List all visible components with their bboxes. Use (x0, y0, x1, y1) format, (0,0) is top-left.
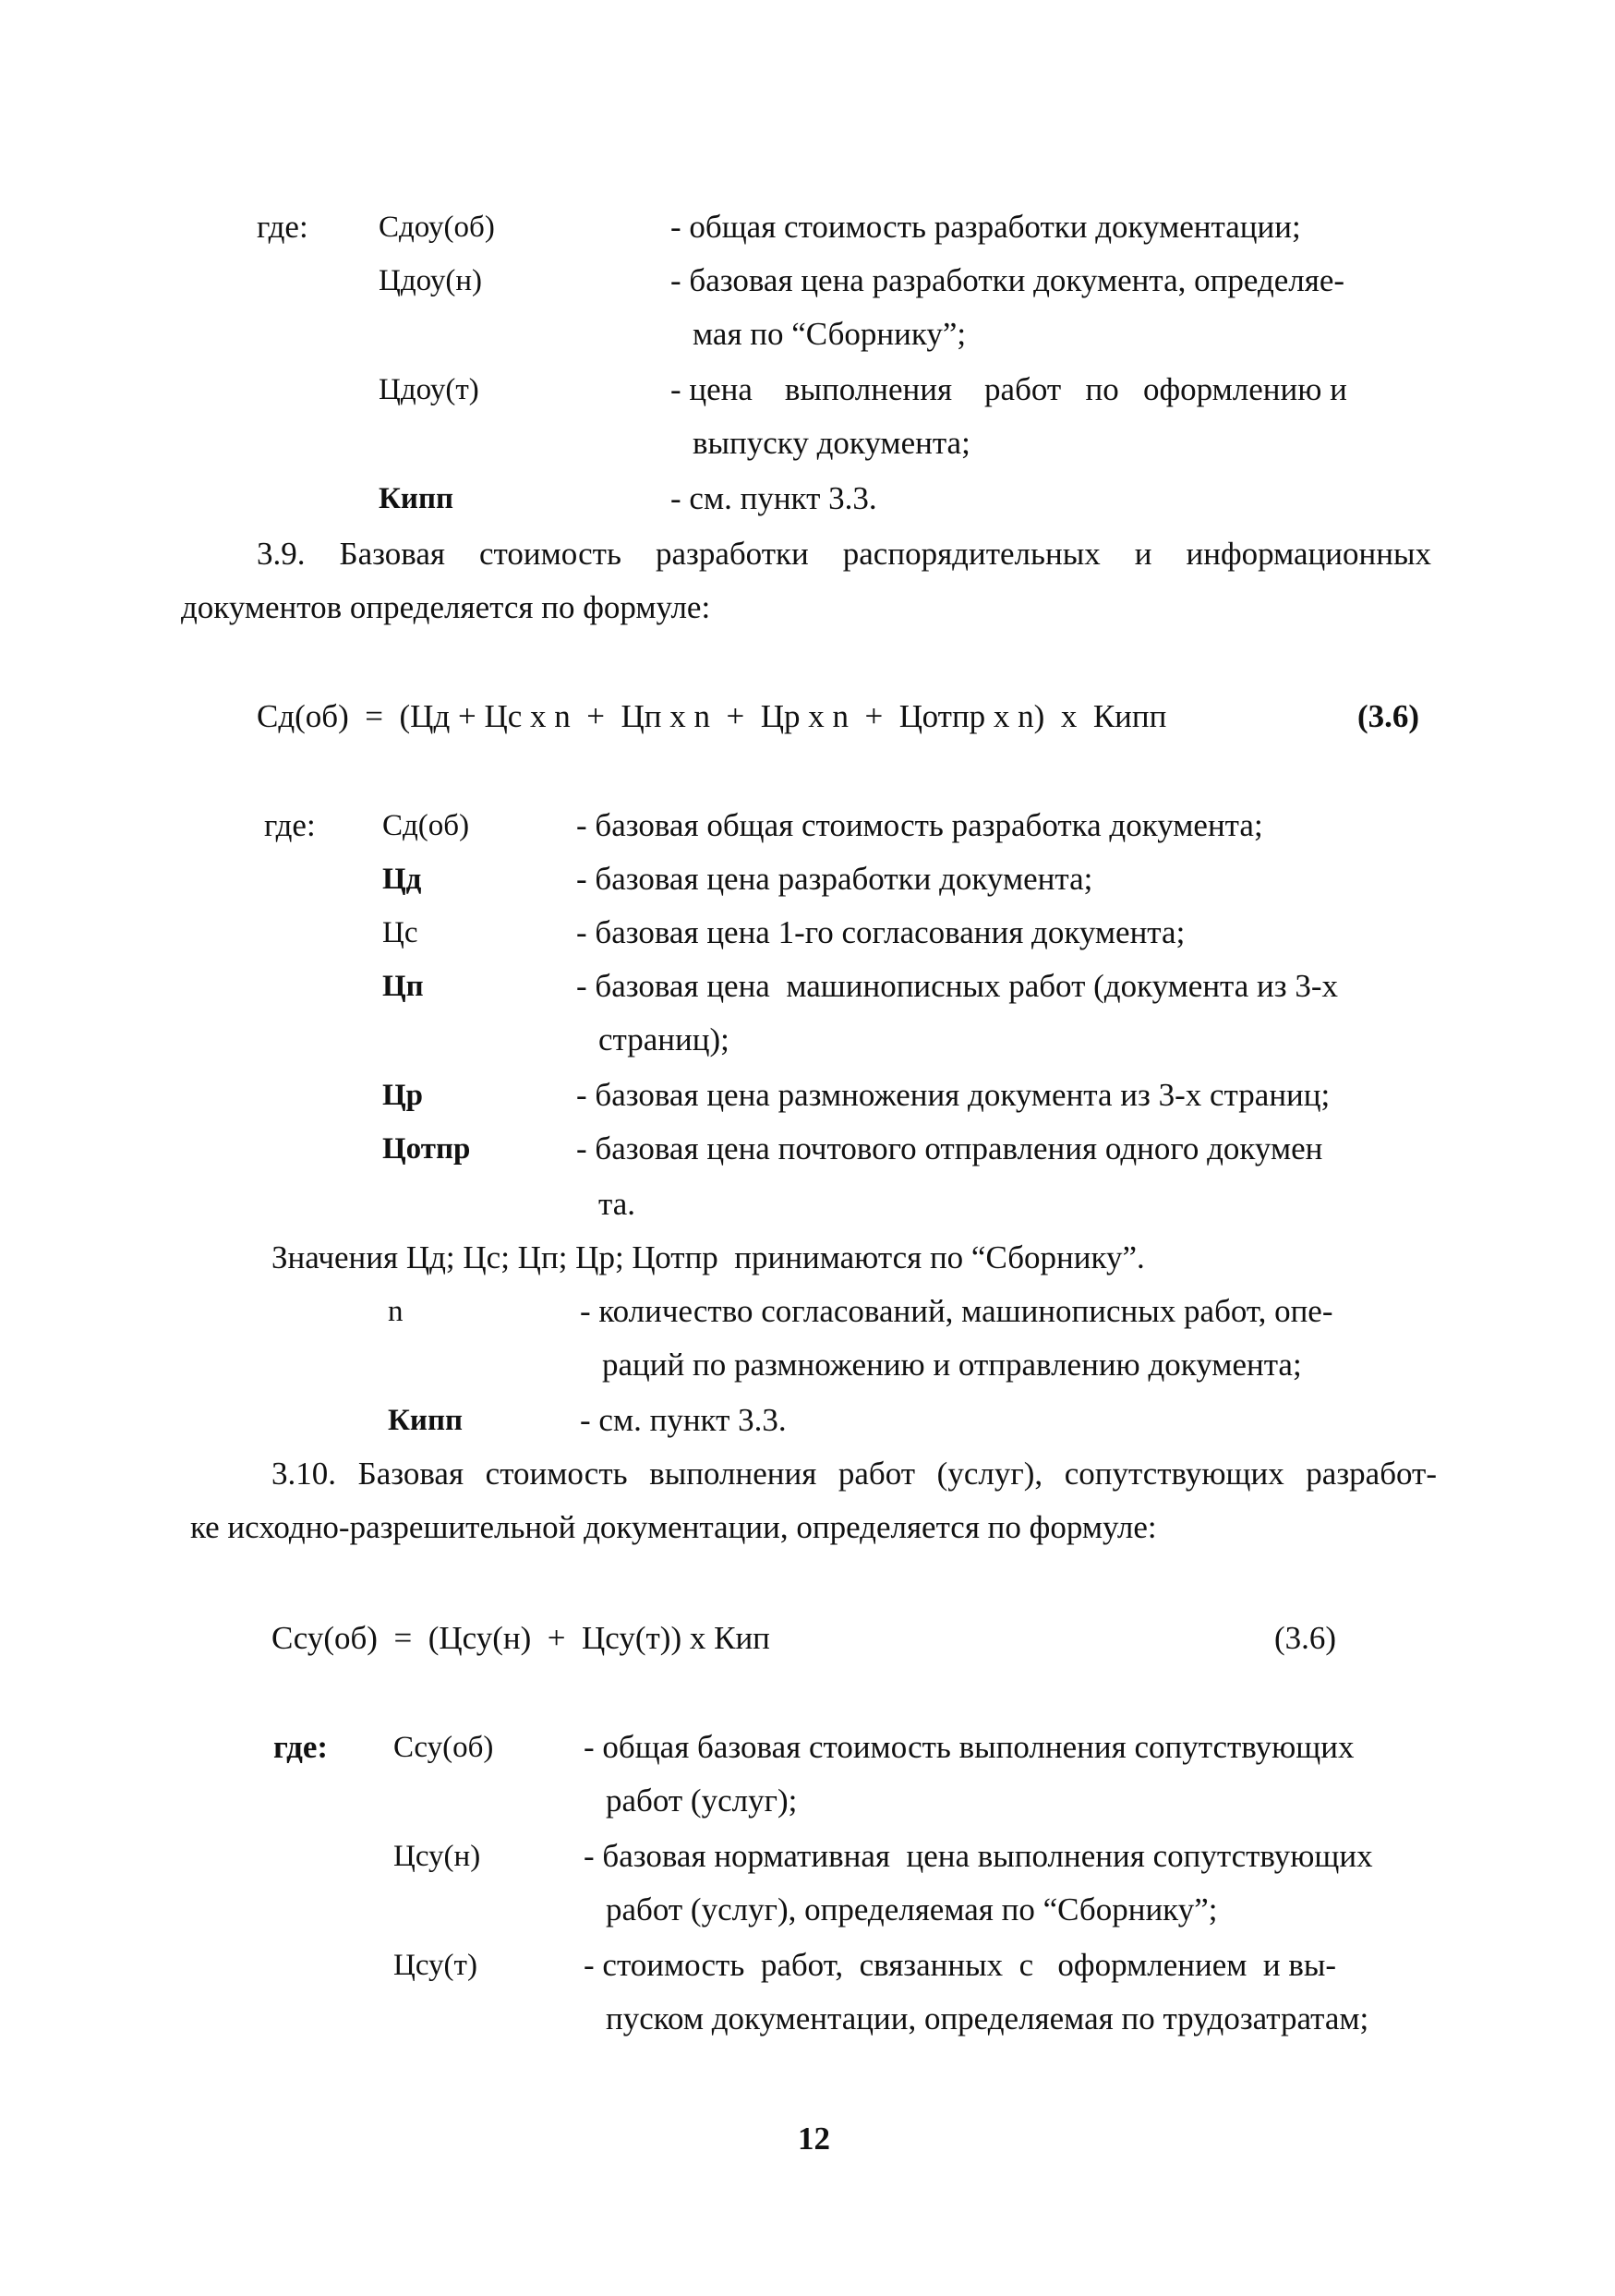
definition-text: работ (услуг), определяемая по “Сборнику”; (606, 1891, 1218, 1927)
symbol-tsdou-t: Цдоу(т) (379, 373, 479, 406)
definition-text: - стоимость работ, связанных с оформлением и вы- (584, 1947, 1337, 1983)
symbol-sd-ob: Сд(об) (382, 809, 470, 842)
definition-text: - общая стоимость разработки документации; (670, 209, 1301, 245)
formula-number: (3.6) (1357, 698, 1420, 734)
definition-text: - см. пункт 3.3. (670, 480, 877, 516)
definition-text: - базовая цена размножения документа из 3-х страниц; (576, 1077, 1331, 1113)
formula-3-6: Сд(об) = (Цд + Цс x n + Цп x n + Цр x n + Цотпр x n) x Кипп (257, 698, 1167, 734)
definition-text: - базовая цена разработки документа, определяе- (670, 262, 1345, 298)
symbol-kipp: Кипп (388, 1404, 463, 1437)
definition-text: раций по размножению и отправлению документа; (602, 1347, 1302, 1383)
symbol-tssu-n: Цсу(н) (393, 1840, 481, 1873)
symbol-tss: Цс (382, 916, 418, 949)
definition-text: - базовая цена машинописных работ (документа из 3-х (576, 968, 1339, 1004)
paragraph-3-10-line: 3.10. Базовая стоимость выполнения работ (услуг), сопутствующих разработ- (271, 1456, 1437, 1492)
definition-text: - см. пункт 3.3. (580, 1402, 787, 1438)
definition-text: - базовая цена 1-го согласования документа; (576, 914, 1186, 950)
symbol-tsr: Цр (382, 1079, 424, 1112)
symbol-tsd: Цд (382, 863, 422, 896)
symbol-tsotpr: Цотпр (382, 1132, 471, 1166)
page-number: 12 (798, 2121, 830, 2157)
symbol-ssu-ob: Ссу(об) (393, 1731, 494, 1764)
values-line: Значения Цд; Цс; Цп; Цр; Цотпр принимаются по “Сборнику”. (271, 1239, 1145, 1275)
definition-text: - общая базовая стоимость выполнения сопутствующих (584, 1729, 1355, 1765)
definition-text: - базовая цена разработки документа; (576, 861, 1093, 897)
symbol-sdou-ob: Сдоу(об) (379, 211, 495, 244)
definition-text: выпуску документа; (693, 425, 970, 461)
paragraph-3-9-line: документов определяется по формуле: (181, 589, 711, 625)
symbol-tsp: Цп (382, 970, 424, 1003)
definition-text: - базовая нормативная цена выполнения сопутствующих (584, 1838, 1373, 1874)
definition-text: пуском документации, определяемая по трудозатратам; (606, 2000, 1369, 2036)
where-label: где: (264, 807, 316, 843)
symbol-tsdou-n: Цдоу(н) (379, 264, 483, 297)
definition-text: - цена выполнения работ по оформлению и (670, 371, 1347, 407)
paragraph-3-9-line: 3.9. Базовая стоимость разработки распорядительных и информационных (257, 536, 1431, 572)
definition-text: - базовая общая стоимость разработка документа; (576, 807, 1263, 843)
symbol-kipp: Кипп (379, 482, 453, 515)
definition-text: мая по “Сборнику”; (693, 316, 967, 352)
definition-text: - количество согласований, машинописных работ, опе- (580, 1293, 1333, 1329)
paragraph-3-10-line: ке исходно-разрешительной документации, определяется по формуле: (190, 1509, 1157, 1545)
definition-text: страниц); (598, 1021, 729, 1057)
formula-3-6-second: Ссу(об) = (Цсу(н) + Цсу(т)) x Кип (271, 1620, 770, 1656)
definition-text: - базовая цена почтового отправления одного докумен (576, 1130, 1323, 1166)
definition-text: та. (598, 1186, 636, 1222)
formula-number: (3.6) (1274, 1620, 1337, 1656)
where-label: где: (273, 1729, 329, 1765)
definition-text: работ (услуг); (606, 1782, 798, 1819)
symbol-tssu-t: Цсу(т) (393, 1949, 477, 1982)
where-label: где: (257, 209, 308, 245)
symbol-n: n (388, 1295, 404, 1328)
